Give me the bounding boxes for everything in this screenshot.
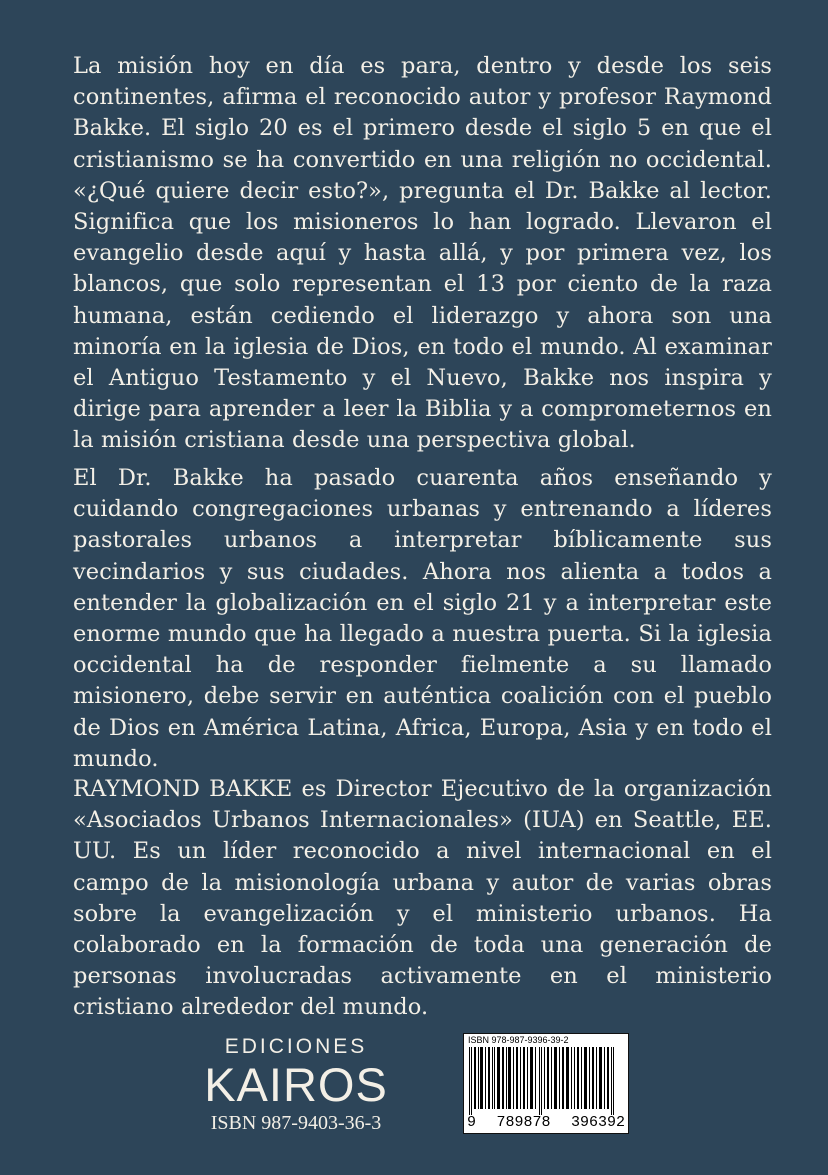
barcode-digits-right: 396392 bbox=[570, 1114, 625, 1131]
paragraph-text: La misión hoy en día es para, dentro y desde los seis continentes, afirma el reconocido autor y profesor Raymond Bakke. El siglo 20 es el primero desde el siglo 5 en que el cristianismo se ha convertido en una religión no occidental. «¿Qué quiere decir esto?», pregunta el Dr. Bakke al lector. Significa que los misioneros lo han logrado. Llevaron el evangelio desde aquí y hasta allá, y por primera vez, los blancos, que solo representan el 13 por ciento de la raza humana, están cediendo el liderazgo y ahora son una minoría en la iglesia de Dios, en todo el mundo. Al examinar el Antiguo Testamento y el Nuevo, Bakke nos inspira y dirige para aprender a leer la Biblia y a comprometernos en la misión cristiana desde una perspectiva global. bbox=[73, 53, 772, 454]
publisher-line1: EDICIONES bbox=[224, 1035, 368, 1058]
description-paragraph-1 bbox=[73, 51, 772, 457]
description-paragraph-2 bbox=[73, 463, 772, 775]
paragraph-text: El Dr. Bakke ha pasado cuarenta años enseñando y cuidando congregaciones urbanas y entrenando a líderes pastorales urbanos a interpretar bíblicamente sus vecindarios y sus ciudades. Ahora nos alienta a todos a entender la globalización en el siglo 21 y a interpretar este enorme mundo que ha llegado a nuestra puerta. Si la iglesia occidental ha de responder fielmente a su llamado misionero, debe servir en auténtica coalición con el pueblo de Dios en América Latina, Africa, Europa, Asia y en todo el mundo. bbox=[73, 465, 772, 772]
isbn-text: ISBN 987-9403-36-3 bbox=[210, 1112, 382, 1134]
barcode bbox=[463, 1033, 629, 1134]
barcode-isbn-text: ISBN 978-987-9396-39-2 bbox=[468, 1035, 569, 1045]
barcode-digits bbox=[466, 1115, 626, 1131]
publisher-logo bbox=[196, 1034, 396, 1110]
publisher-line2: KAIROS bbox=[204, 1058, 388, 1111]
author-bio-text: RAYMOND BAKKE es Director Ejecutivo de la organización «Asociados Urbanos Internacionales» (IUA) en Seattle, EE. UU. Es un líder reconocido a nivel internacional en el campo de la misionología urbana y autor de varias obras sobre la evangelización y el ministerio urbanos. Ha colaborado en la formación de toda una generación de personas involucradas activamente en el ministerio cristiano alrededor del mundo. bbox=[73, 776, 772, 1021]
barcode-digit-first: 9 bbox=[467, 1114, 477, 1131]
barcode-bars-icon bbox=[467, 1047, 627, 1117]
author-bio bbox=[73, 774, 772, 1024]
barcode-digits-left: 789878 bbox=[496, 1114, 551, 1131]
